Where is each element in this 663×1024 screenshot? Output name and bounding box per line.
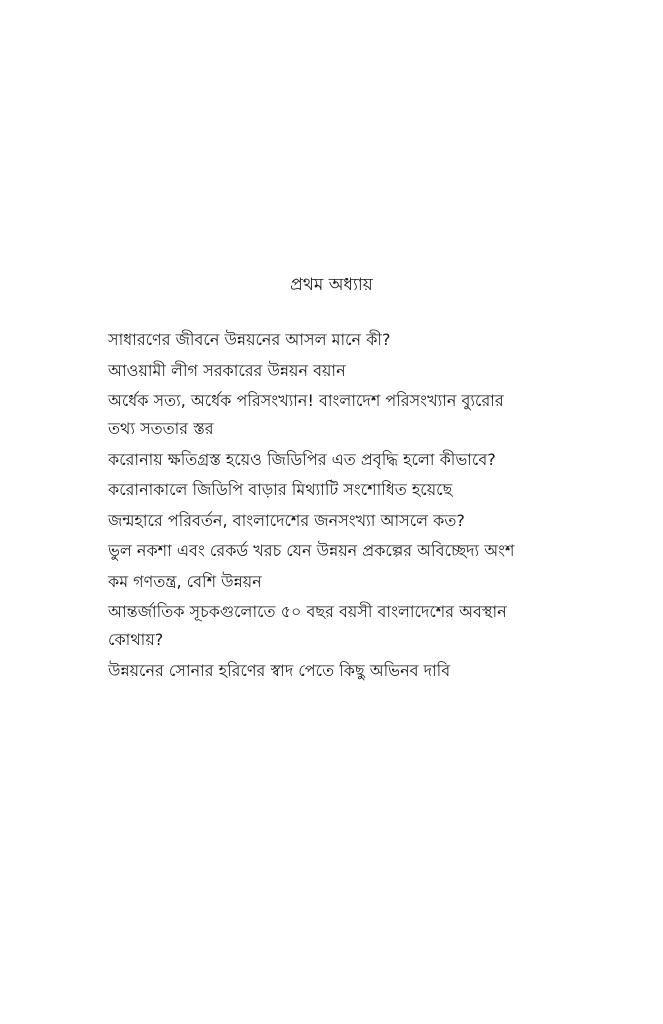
contents-item	[108, 446, 568, 474]
chapter-contents-list	[108, 326, 568, 687]
contents-line: তথ্য সততার স্তর	[108, 419, 214, 438]
contents-line: কম গণতন্ত্র, বেশি উন্নয়ন	[108, 571, 262, 591]
contents-line: কোথায়?	[108, 630, 164, 649]
contents-item	[108, 387, 568, 443]
contents-line: করোনায় ক্ষতিগ্রস্ত হয়েও জিডিপির এত প্রবৃদ্ধি হলো কীভাবে?	[108, 449, 496, 469]
contents-item	[108, 657, 568, 685]
contents-line: জন্মহারে পরিবর্তন, বাংলাদেশের জনসংখ্যা আসলে কত?	[108, 510, 465, 530]
contents-line: আন্তর্জাতিক সূচকগুলোতে ৫০ বছর বয়সী বাংলাদেশের অবস্থান	[108, 602, 507, 621]
contents-item	[108, 598, 568, 654]
contents-line: উন্নয়নের সোনার হরিণের স্বাদ পেতে কিছু অভিনব দাবি	[108, 660, 451, 680]
contents-item	[108, 537, 568, 565]
contents-item	[108, 507, 568, 535]
contents-item	[108, 476, 568, 504]
contents-line: অর্ধেক সত্য, অর্ধেক পরিসংখ্যান! বাংলাদেশ পরিসংখ্যান ব্যুরোর	[108, 391, 504, 410]
contents-line: করোনাকালে জিডিপি বাড়ার মিথ্যাটি সংশোধিত হয়েছে	[108, 480, 453, 499]
chapter-title: প্রথম অধ্যায়	[290, 275, 373, 295]
contents-line: ভুল নকশা এবং রেকর্ড খরচ যেন উন্নয়ন প্রকল্পের অবিচ্ছেদ্য অংশ	[108, 541, 515, 560]
contents-item	[108, 357, 568, 385]
contents-item	[108, 568, 568, 596]
contents-item	[108, 326, 568, 354]
contents-line: সাধারণের জীবনে উন্নয়নের আসল মানে কী?	[108, 330, 391, 349]
contents-line: আওয়ামী লীগ সরকারের উন্নয়ন বয়ান	[108, 360, 346, 380]
